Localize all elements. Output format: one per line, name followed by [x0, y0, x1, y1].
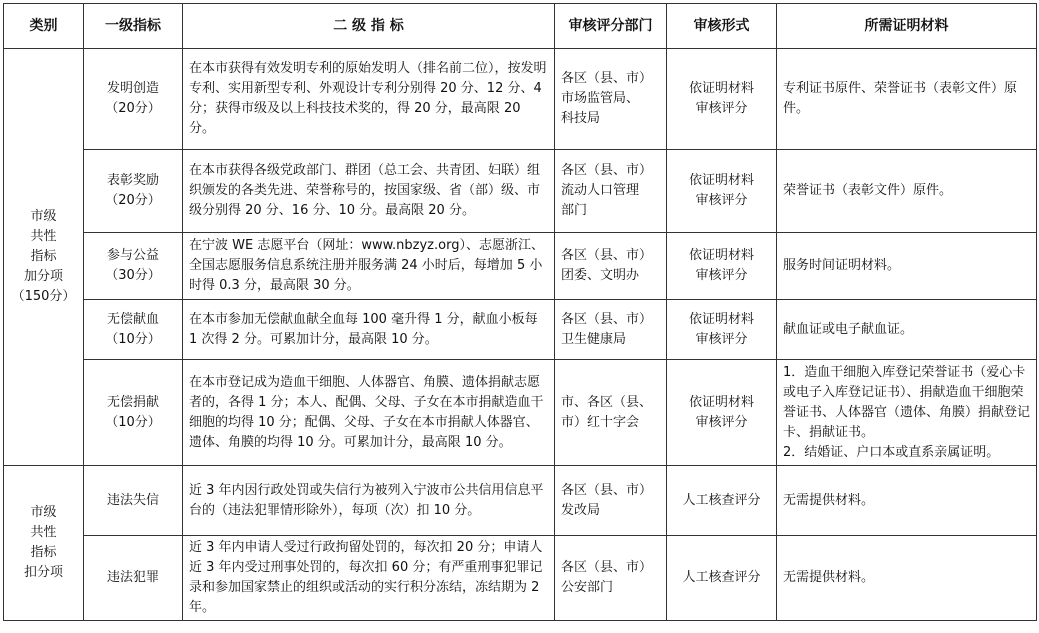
dept-cell [555, 360, 667, 466]
level2-cell: 在本市获得有效发明专利的原始发明人（排名前二位），按发明专利、实用新型专利、外观设计专利分别得 20 分、12 分、4 分；获得市级及以上科技技术奖的，得 20 分，最高限 20 分。 [183, 49, 555, 150]
level1-cell-line: 无偿献血 [106, 311, 159, 327]
table-row [4, 536, 1037, 621]
form-cell-line: 审核评分 [695, 101, 748, 116]
level1-cell-line: （20分） [105, 101, 161, 116]
table-row [4, 49, 1037, 150]
level1-cell [84, 360, 183, 466]
level1-cell-line: （10分） [105, 414, 161, 430]
materials-cell [777, 49, 1037, 150]
dept-cell-line: 市场监管局、 [561, 91, 640, 106]
dept-cell-line: 团委、文明办 [561, 268, 640, 283]
category-cell-line: 扣分项 [23, 565, 63, 580]
form-cell-line: 审核评分 [695, 331, 748, 347]
header-level2: 二 级 指 标 [183, 4, 555, 49]
dept-cell [555, 233, 667, 300]
form-cell-line: 依证明材料 [688, 248, 754, 263]
level1-cell-line: 发明创造 [106, 81, 159, 96]
materials-cell-line: 无需提供材料。 [783, 570, 875, 585]
dept-cell-line: 各区（县、市） [561, 248, 653, 263]
level1-cell-line: （30分） [105, 268, 161, 283]
dept-cell [555, 49, 667, 150]
table-row [4, 150, 1037, 233]
header-category: 类别 [4, 4, 84, 49]
form-cell-line: 审核评分 [695, 193, 748, 208]
dept-cell-line: 各区（县、市） [561, 311, 653, 327]
category-cell-line: （150分） [11, 289, 76, 304]
dept-cell-line: 市）红十字会 [561, 414, 640, 430]
dept-cell-line: 各区（县、市） [561, 163, 653, 178]
dept-cell-line: 各区（县、市） [561, 482, 653, 498]
materials-cell [777, 360, 1037, 466]
form-cell [667, 233, 777, 300]
level1-cell [84, 466, 183, 536]
form-cell-line: 人工核查评分 [682, 492, 761, 508]
level1-cell [84, 49, 183, 150]
form-cell-line: 依证明材料 [688, 173, 754, 188]
dept-cell-line: 科技局 [561, 111, 601, 126]
form-cell-line: 依证明材料 [688, 81, 754, 96]
level1-cell-line: 参与公益 [106, 248, 159, 263]
dept-cell [555, 536, 667, 621]
category-cell-line: 加分项 [23, 269, 63, 284]
table-body [4, 49, 1037, 621]
form-cell [667, 49, 777, 150]
materials-cell-line: 1．造血干细胞入库登记荣誉证书（爱心卡或电子入库登记证书）、捐献造血干细胞荣誉证书、人体器官（遗体、角膜）捐献登记卡、捐献证书。 [783, 364, 1031, 440]
form-cell-line: 依证明材料 [688, 311, 754, 327]
materials-cell [777, 233, 1037, 300]
header-level1: 一级指标 [84, 4, 183, 49]
form-cell [667, 536, 777, 621]
category-cell-line: 共性 [30, 229, 57, 244]
level2-cell: 在宁波 WE 志愿平台（网址：www.nbzyz.org）、志愿浙江、全国志愿服务信息系统注册并服务满 24 小时后，每增加 5 小时得 0.3 分，最高限 30 分。 [183, 233, 555, 300]
materials-cell-line: 献血证或电子献血证。 [783, 321, 914, 337]
level1-cell [84, 536, 183, 621]
form-cell [667, 300, 777, 360]
dept-cell-line: 各区（县、市） [561, 71, 653, 86]
materials-cell-line: 2．结婚证、户口本或直系亲属证明。 [783, 444, 1000, 460]
header-row [4, 4, 1037, 49]
dept-cell-line: 公安部门 [561, 580, 614, 595]
category-cell-line: 市级 [30, 505, 57, 520]
header-dept: 审核评分部门 [555, 4, 667, 49]
form-cell-line: 依证明材料 [688, 394, 754, 410]
level1-cell-line: 违法失信 [106, 492, 159, 508]
dept-cell-line: 发改局 [561, 502, 601, 518]
level1-cell-line: （10分） [105, 331, 161, 347]
form-cell-line: 审核评分 [695, 268, 748, 283]
table-row [4, 233, 1037, 300]
materials-cell [777, 536, 1037, 621]
level1-cell-line: 表彰奖励 [106, 173, 159, 188]
category-cell [4, 49, 84, 466]
materials-cell-line: 荣誉证书（表彰文件）原件。 [783, 183, 953, 198]
table-row [4, 466, 1037, 536]
level2-cell: 在本市获得各级党政部门、群团（总工会、共青团、妇联）组织颁发的各类先进、荣誉称号的，按国家级、省（部）级、市级分别得 20 分、16 分、10 分。最高限 20 分。 [183, 150, 555, 233]
dept-cell-line: 流动人口管理 [561, 183, 640, 198]
level1-cell-line: 违法犯罪 [106, 570, 159, 585]
table-row [4, 300, 1037, 360]
header-form: 审核形式 [667, 4, 777, 49]
materials-cell-line: 服务时间证明材料。 [783, 258, 901, 273]
level2-cell: 在本市登记成为造血干细胞、人体器官、角膜、遗体捐献志愿者的，各得 1 分；本人、配偶、父母、子女在本市捐献造血干细胞的均得 10 分；配偶、父母、子女在本市捐献人体器官、遗体、角膜的均得 10 分。可累加计分，最高限 10 分。 [183, 360, 555, 466]
dept-cell [555, 300, 667, 360]
category-cell [4, 466, 84, 621]
level1-cell-line: 无偿捐献 [106, 394, 159, 410]
dept-cell [555, 466, 667, 536]
form-cell-line: 审核评分 [695, 414, 748, 430]
form-cell-line: 人工核查评分 [682, 570, 761, 585]
dept-cell-line: 部门 [561, 203, 588, 218]
level1-cell [84, 300, 183, 360]
dept-cell-line: 各区（县、市） [561, 560, 653, 575]
level1-cell [84, 150, 183, 233]
category-cell-line: 市级 [30, 209, 57, 224]
category-cell-line: 指标 [30, 249, 57, 264]
materials-cell [777, 466, 1037, 536]
scoring-table [3, 3, 1037, 621]
header-materials: 所需证明材料 [777, 4, 1037, 49]
materials-cell [777, 300, 1037, 360]
materials-cell-line: 专利证书原件、荣誉证书（表彰文件）原件。 [783, 81, 1018, 116]
level1-cell-line: （20分） [105, 193, 161, 208]
table-row [4, 360, 1037, 466]
materials-cell [777, 150, 1037, 233]
dept-cell [555, 150, 667, 233]
level2-cell: 近 3 年内因行政处罚或失信行为被列入宁波市公共信用信息平台的（违法犯罪情形除外），每项（次）扣 10 分。 [183, 466, 555, 536]
category-cell-line: 指标 [30, 545, 57, 560]
materials-cell-line: 无需提供材料。 [783, 492, 875, 508]
form-cell [667, 150, 777, 233]
level2-cell: 在本市参加无偿献血献全血每 100 毫升得 1 分，献血小板每 1 次得 2 分。可累加计分，最高限 10 分。 [183, 300, 555, 360]
form-cell [667, 466, 777, 536]
category-cell-line: 共性 [30, 525, 57, 540]
dept-cell-line: 市、各区（县、 [561, 394, 653, 410]
form-cell [667, 360, 777, 466]
dept-cell-line: 卫生健康局 [561, 331, 627, 347]
level2-cell: 近 3 年内申请人受过行政拘留处罚的，每次扣 20 分；申请人近 3 年内受过刑事处罚的，每次扣 60 分；有严重刑事犯罪记录和参加国家禁止的组织或活动的实行积分冻结，冻结期为 2 年。 [183, 536, 555, 621]
level1-cell [84, 233, 183, 300]
